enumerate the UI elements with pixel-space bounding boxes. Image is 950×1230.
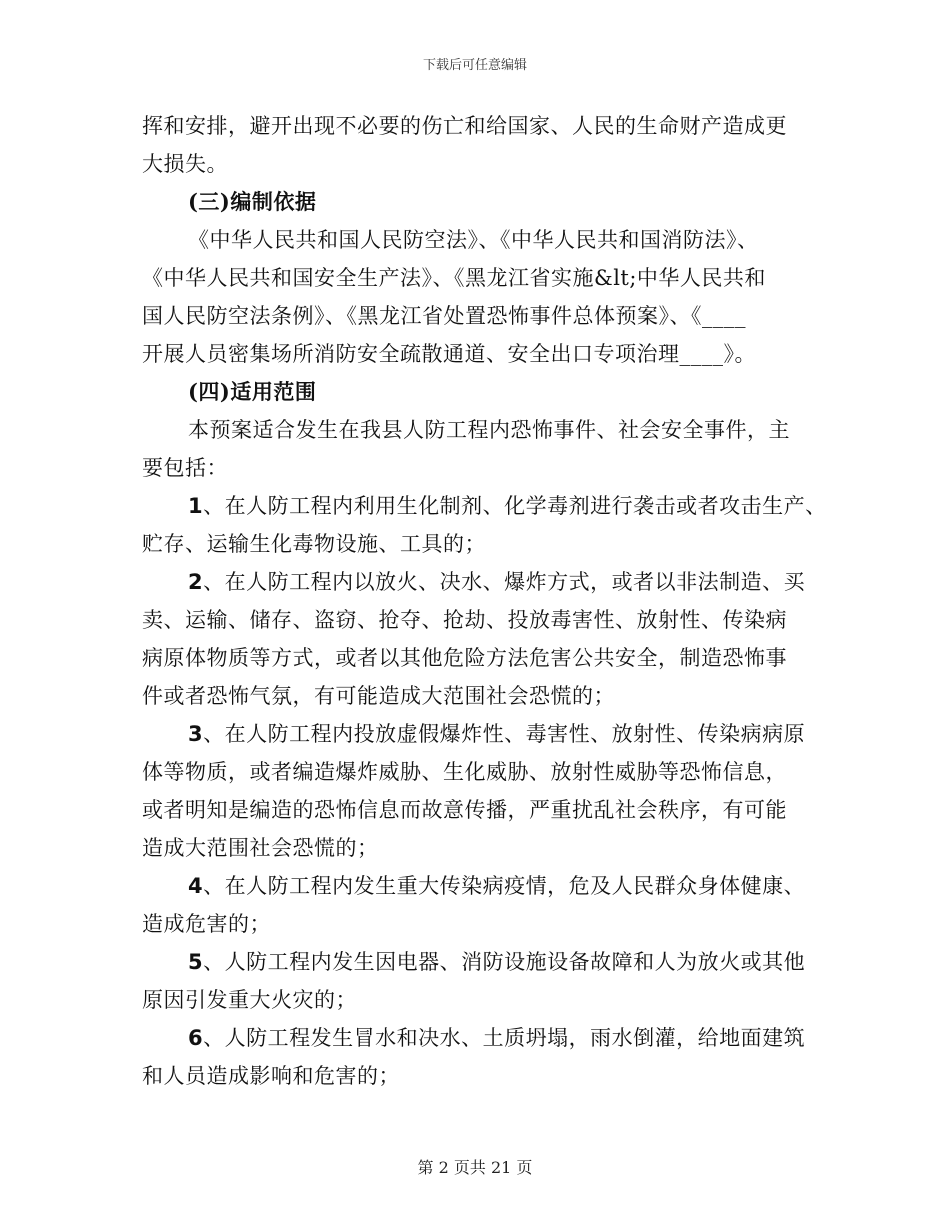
paragraph-line: 和人员造成影响和危害的；: [142, 1064, 400, 1088]
paragraph-line: 要包括：: [142, 456, 228, 480]
paragraph-line: 《中华人民共和国人民防空法》、《中华人民共和国消防法》、: [188, 228, 759, 252]
list-item: [142, 715, 832, 753]
paragraph-line: 开展人员密集场所消防安全疏散通道、安全出口专项治理____》。: [142, 342, 756, 366]
paragraph-line: 贮存、运输生化毒物设施、工具的；: [142, 532, 486, 556]
item-number: 5: [188, 950, 204, 974]
item-number: 2: [188, 570, 204, 594]
list-item: [142, 563, 832, 601]
paragraph-line: 本预案适合发生在我县人防工程内恐怖事件、社会安全事件，主: [188, 418, 790, 442]
list-item: [142, 943, 832, 981]
paragraph-line: 卖、运输、储存、盗窃、抢夺、抢劫、投放毒害性、放射性、传染病: [142, 608, 787, 632]
item-text: 、人防工程内发生因电器、消防设施设备故障和人为放火或其他: [203, 950, 806, 974]
list-item: [142, 867, 832, 905]
item-text: 、人防工程发生冒水和决水、土质坍塌，雨水倒灌，给地面建筑: [203, 1026, 806, 1050]
paragraph-line: 挥和安排，避开出现不必要的伤亡和给国家、人民的生命财产造成更: [142, 114, 787, 138]
item-number: 6: [188, 1026, 204, 1050]
page-footer: 第 2 页共 21 页: [417, 1158, 533, 1177]
paragraph-line: 造成大范围社会恐慌的；: [142, 836, 379, 860]
paragraph-line: 《中华人民共和国安全生产法》、《黑龙江省实施&lt;中华人民共和: [142, 266, 766, 290]
paragraph-line: 或者明知是编造的恐怖信息而故意传播，严重扰乱社会秩序，有可能: [142, 798, 787, 822]
item-text: 、在人防工程内以放火、决水、爆炸方式，或者以非法制造、买: [203, 570, 806, 594]
page-header: 下载后可任意编辑: [422, 58, 527, 73]
item-number: 1: [188, 494, 204, 518]
item-text: 、在人防工程内利用生化制剂、化学毒剂进行袭击或者攻击生产、: [203, 494, 827, 518]
item-text: 、在人防工程内发生重大传染病疫情，危及人民群众身体健康、: [203, 874, 806, 898]
section-heading: (四)适用范围: [188, 379, 317, 404]
item-number: 3: [188, 722, 204, 746]
paragraph-line: 体等物质，或者编造爆炸威胁、生化威胁、放射性威胁等恐怖信息，: [142, 760, 787, 784]
paragraph-line: 大损失。: [142, 152, 228, 176]
paragraph-line: 件或者恐怖气氛，有可能造成大范围社会恐慌的；: [142, 684, 615, 708]
paragraph-line: 国人民防空法条例》、《黑龙江省处置恐怖事件总体预案》、《____: [142, 304, 746, 328]
section-heading: (三)编制依据: [188, 189, 317, 214]
paragraph-line: 病原体物质等方式，或者以其他危险方法危害公共安全，制造恐怖事: [142, 646, 787, 670]
list-item: [142, 1019, 832, 1057]
paragraph-line: 造成危害的；: [142, 912, 271, 936]
paragraph-line: 原因引发重大火灾的；: [142, 988, 357, 1012]
item-text: 、在人防工程内投放虚假爆炸性、毒害性、放射性、传染病病原: [203, 722, 806, 746]
document-body: [142, 107, 832, 1095]
list-item: [142, 487, 832, 525]
item-number: 4: [188, 874, 204, 898]
